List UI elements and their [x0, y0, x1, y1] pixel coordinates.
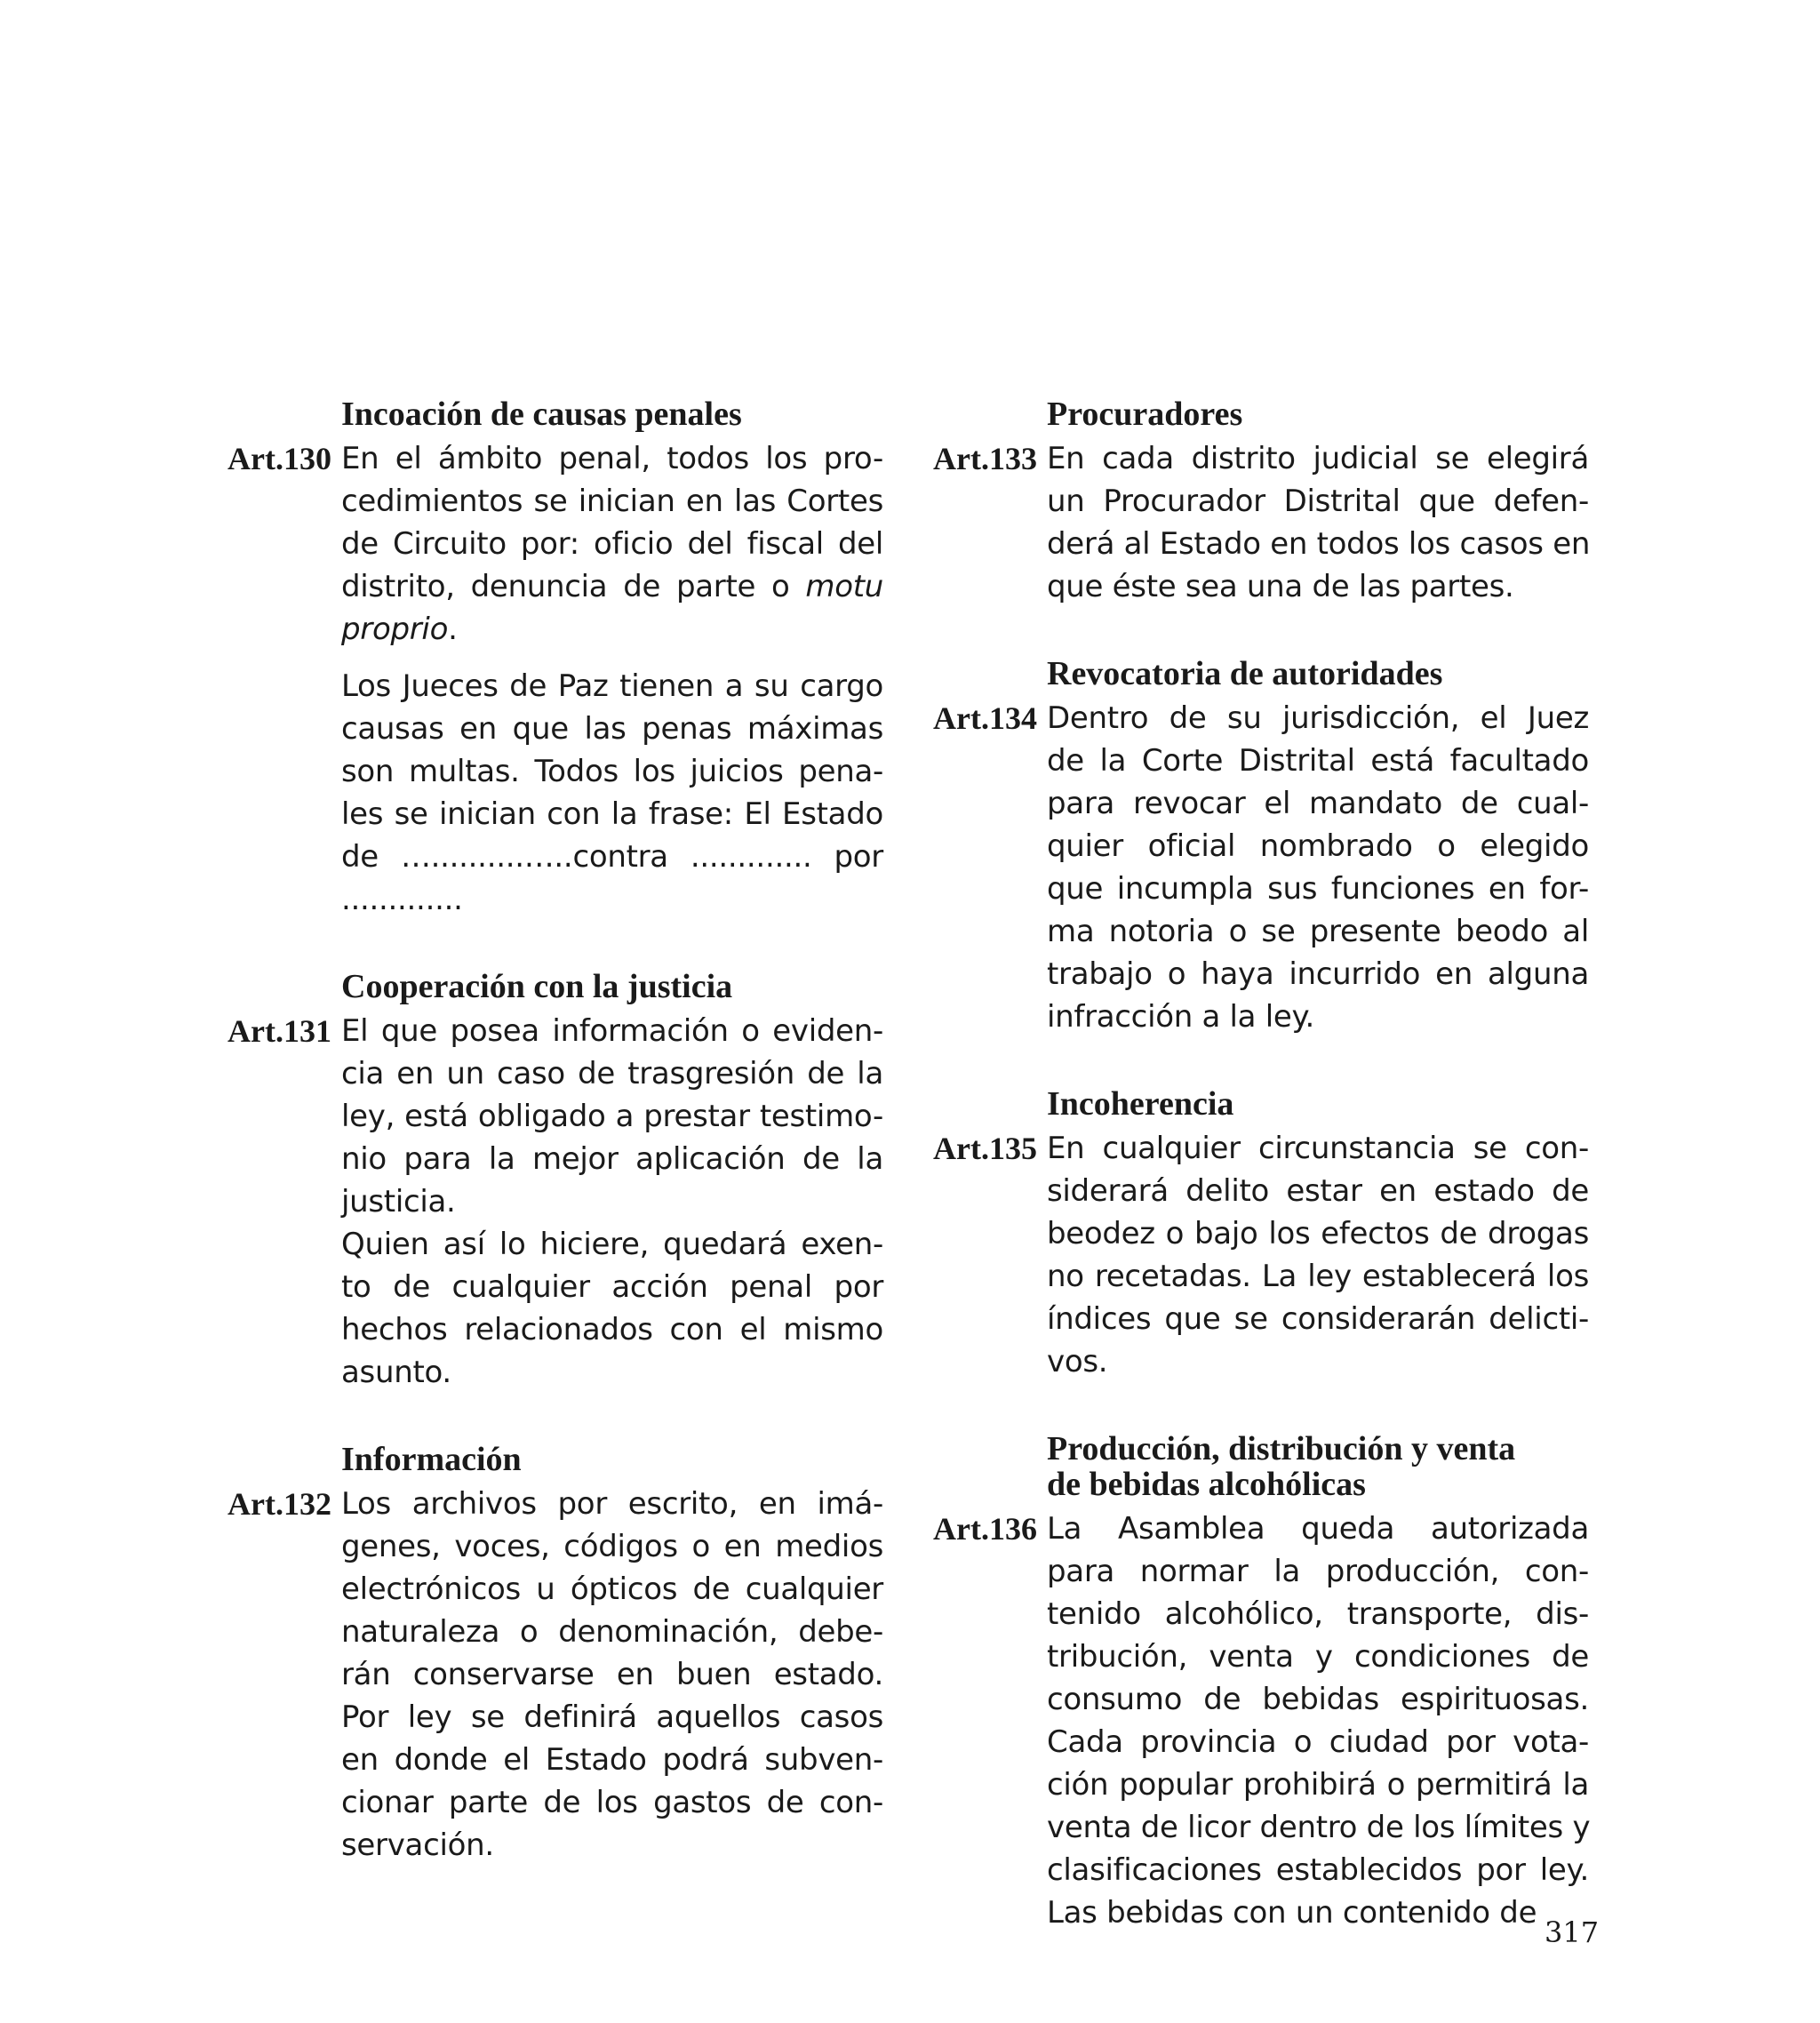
section-heading-line: Producción, distribución y venta	[1047, 1430, 1516, 1467]
text-line: justicia.	[341, 1184, 456, 1219]
text-line: to de cualquier acción penal por	[341, 1269, 883, 1305]
text-line: causas en que las penas máximas	[341, 711, 883, 747]
text-line: Cada provincia o ciudad por vota-	[1047, 1724, 1589, 1760]
text-line: tenido alcohólico, transporte, dis-	[1047, 1596, 1589, 1632]
paragraph	[341, 1483, 883, 1867]
article-gap	[933, 1038, 1589, 1081]
text-line: Dentro de su jurisdicción, el Juez	[1047, 700, 1589, 736]
section-heading-line: Información	[341, 1441, 522, 1478]
text-line: consumo de bebidas espirituosas.	[1047, 1682, 1589, 1717]
text-line: genes, voces, códigos o en medios	[341, 1529, 883, 1564]
paragraph	[341, 665, 883, 921]
text-line: servación.	[341, 1827, 494, 1863]
article-number: Art.134	[933, 700, 1037, 736]
page-number: 317	[1545, 1915, 1600, 1949]
article-number: Art.136	[933, 1511, 1037, 1547]
text-line: para normar la producción, con-	[1047, 1554, 1589, 1589]
article-art134	[933, 651, 1589, 1038]
text-line: trabajo o haya incurrido en alguna	[1047, 956, 1589, 992]
text-line: En cualquier circunstancia se con-	[1047, 1131, 1589, 1166]
section-heading	[1047, 651, 1589, 697]
text-line: ción popular prohibirá o permitirá la	[1047, 1767, 1589, 1803]
text-line: no recetadas. La ley establecerá los	[1047, 1259, 1589, 1294]
article-gap	[228, 921, 883, 964]
right-column	[933, 391, 1589, 1934]
text-line: un Procurador Distrital que defen-	[1047, 484, 1589, 519]
article-body	[933, 697, 1589, 1038]
section-heading-line: Procuradores	[1047, 396, 1243, 433]
text-line: electrónicos u ópticos de cualquier	[341, 1571, 883, 1607]
text-line: les se inician con la frase: El Estado	[341, 796, 883, 832]
article-body	[933, 437, 1589, 608]
text-line: de …..........…..contra ............. por	[341, 839, 883, 875]
article-number: Art.135	[933, 1131, 1037, 1166]
section-heading	[1047, 1426, 1589, 1507]
article-art136	[933, 1426, 1589, 1934]
paragraph-gap	[341, 651, 883, 665]
section-heading-line: Incoación de causas penales	[341, 396, 742, 433]
text-line: en donde el Estado podrá subven-	[341, 1742, 883, 1778]
text-line: rán conservarse en buen estado.	[341, 1657, 883, 1692]
section-heading	[341, 964, 883, 1010]
text-line: naturaleza o denominación, debe-	[341, 1614, 883, 1650]
text-line: quier oficial nombrado o elegido	[1047, 828, 1589, 864]
article-art130	[228, 391, 883, 921]
text-line: ma notoria o se presente beodo al	[1047, 914, 1589, 949]
article-gap	[933, 1383, 1589, 1426]
article-body	[933, 1507, 1589, 1934]
text-line: cedimientos se inician en las Cortes	[341, 484, 883, 519]
text-line: distrito, denuncia de parte o motu	[341, 569, 883, 604]
text-line: tribución, venta y condiciones de	[1047, 1639, 1589, 1675]
text-line: venta de licor dentro de los límites y	[1047, 1810, 1591, 1845]
section-heading-line: Revocatoria de autoridades	[1047, 655, 1443, 692]
text-line: clasificaciones establecidos por ley.	[1047, 1852, 1589, 1888]
text-line: beodez o bajo los efectos de drogas	[1047, 1216, 1589, 1251]
text-line: Los Jueces de Paz tienen a su cargo	[341, 668, 883, 704]
paragraph	[341, 1010, 883, 1223]
text-line: vos.	[1047, 1344, 1108, 1379]
text-line: En cada distrito judicial se elegirá	[1047, 441, 1589, 476]
article-number: Art.130	[228, 441, 331, 476]
paragraph	[1047, 1507, 1589, 1934]
text-line: cia en un caso de trasgresión de la	[341, 1056, 883, 1091]
section-heading	[1047, 1081, 1589, 1127]
text-line: hechos relacionados con el mismo	[341, 1312, 883, 1347]
text-line: Las bebidas con un contenido de	[1047, 1895, 1537, 1931]
text-line: La Asamblea queda autorizada	[1047, 1511, 1589, 1547]
paragraph	[1047, 697, 1589, 1038]
text-line: infracción a la ley.	[1047, 999, 1314, 1035]
article-gap	[933, 608, 1589, 651]
text-line: cionar parte de los gastos de con-	[341, 1785, 883, 1820]
text-line: índices que se considerarán delicti-	[1047, 1301, 1589, 1337]
text-line: para revocar el mandato de cual-	[1047, 786, 1589, 821]
section-heading	[341, 1436, 883, 1483]
text-line: nio para la mejor aplicación de la	[341, 1141, 883, 1177]
text-line: siderará delito estar en estado de	[1047, 1173, 1589, 1209]
text-line: ley, está obligado a prestar testimo-	[341, 1099, 883, 1134]
text-line: El que posea información o eviden-	[341, 1013, 883, 1049]
article-number: Art.133	[933, 441, 1037, 476]
text-line: .............	[341, 882, 463, 917]
section-heading-line: Incoherencia	[1047, 1085, 1234, 1123]
section-heading	[1047, 391, 1589, 437]
section-heading-line: de bebidas alcohólicas	[1047, 1466, 1366, 1503]
article-gap	[228, 1394, 883, 1436]
section-heading	[341, 391, 883, 437]
article-body	[228, 437, 883, 921]
text-line: de la Corte Distrital está facultado	[1047, 743, 1589, 779]
article-number: Art.132	[228, 1486, 331, 1522]
text-line: de Circuito por: oficio del fiscal del	[341, 526, 883, 562]
text-line: Los archivos por escrito, en imá-	[341, 1486, 883, 1522]
text-line: derá al Estado en todos los casos en	[1047, 526, 1591, 562]
article-body	[228, 1010, 883, 1394]
paragraph	[341, 437, 883, 651]
article-art135	[933, 1081, 1589, 1383]
text-line: que incumpla sus funciones en for-	[1047, 871, 1589, 907]
paragraph	[341, 1223, 883, 1394]
text-line: proprio.	[341, 612, 458, 647]
article-body	[228, 1483, 883, 1867]
article-body	[933, 1127, 1589, 1383]
text-line: que éste sea una de las partes.	[1047, 569, 1514, 604]
text-line: Quien así lo hiciere, quedará exen-	[341, 1227, 883, 1262]
article-art133	[933, 391, 1589, 608]
text-line: asunto.	[341, 1355, 451, 1390]
section-heading-line: Cooperación con la justicia	[341, 968, 733, 1005]
paragraph	[1047, 437, 1589, 608]
text-line: En el ámbito penal, todos los pro-	[341, 441, 883, 476]
article-art132	[228, 1436, 883, 1867]
text-line: son multas. Todos los juicios pena-	[341, 754, 883, 789]
left-column	[228, 391, 883, 1867]
text-line: Por ley se definirá aquellos casos	[341, 1699, 883, 1735]
paragraph	[1047, 1127, 1589, 1383]
article-number: Art.131	[228, 1013, 331, 1049]
article-art131	[228, 964, 883, 1394]
